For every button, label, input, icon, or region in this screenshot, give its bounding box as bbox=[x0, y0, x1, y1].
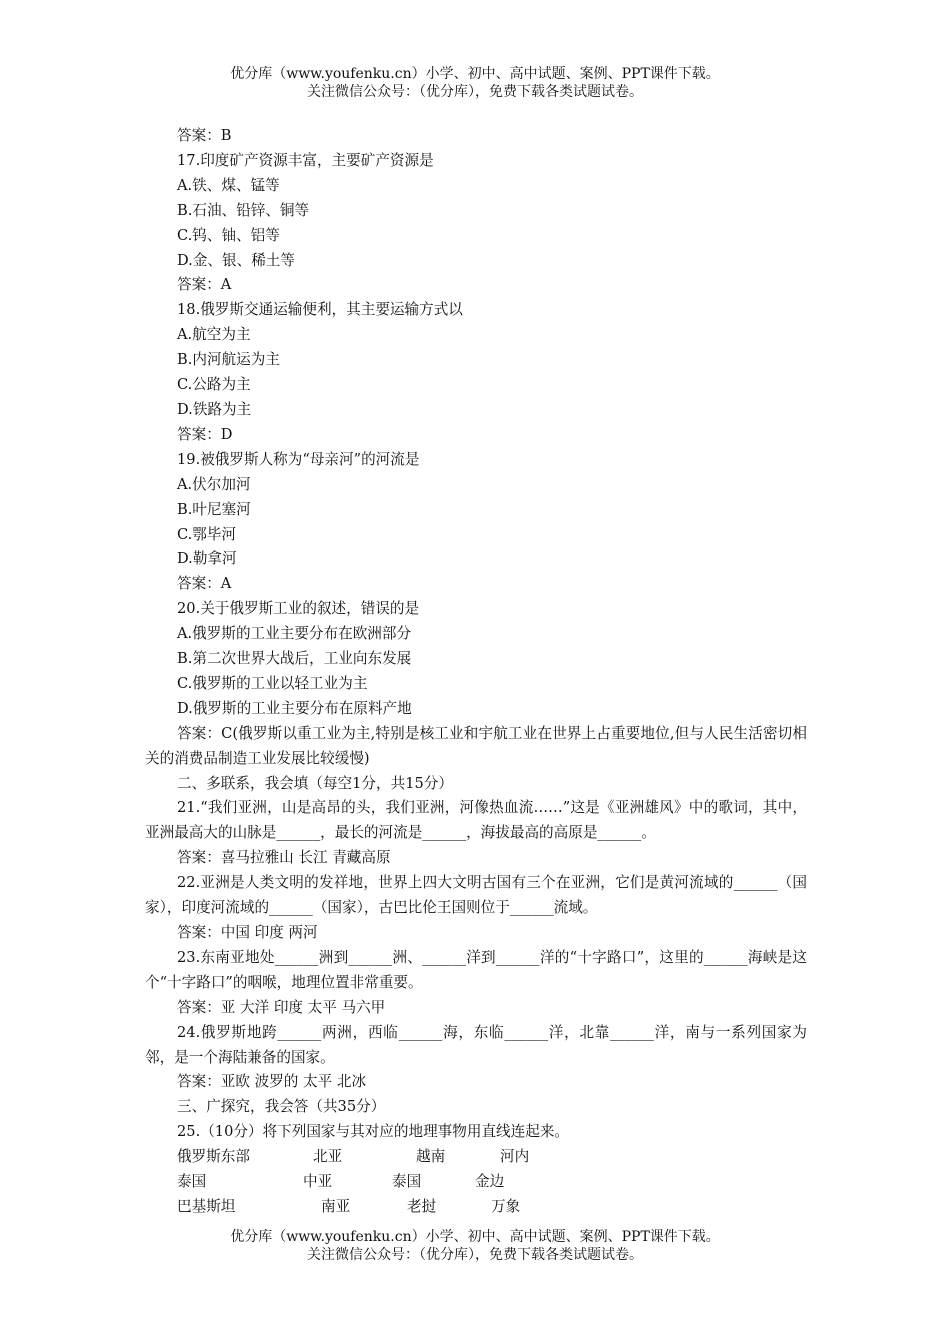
option-19b: B.叶尼塞河 bbox=[177, 500, 251, 518]
option-20c: C.俄罗斯的工业以轻工业为主 bbox=[177, 674, 368, 692]
question-23: 23.东南亚地处______洲到______洲、______洋到______洋的“十字路口”，这里的______海峡是这个“十字路口”的咽喉，地理位置非常重要。 bbox=[145, 948, 807, 991]
answer-19: 答案：A bbox=[177, 575, 232, 593]
answer-20: 答案：C(俄罗斯以重工业为主,特别是核工业和宇航工业在世界上占重要地位,但与人民生活密切相关的消费品制造工业发展比较缓慢) bbox=[145, 724, 807, 767]
option-20d: D.俄罗斯的工业主要分布在原料产地 bbox=[177, 699, 412, 717]
answer-18: 答案：D bbox=[177, 425, 233, 443]
matching-row bbox=[145, 1195, 807, 1220]
section-3-heading: 三、广探究，我会答（共35分） bbox=[177, 1098, 386, 1116]
answer-22: 答案：中国 印度 两河 bbox=[177, 924, 318, 941]
option-17c: C.钨、铀、铝等 bbox=[177, 226, 280, 244]
match-cell: 老挝 bbox=[407, 1197, 437, 1215]
question-19: 19.被俄罗斯人称为“母亲河”的河流是 bbox=[177, 450, 420, 468]
match-cell: 巴基斯坦 bbox=[177, 1197, 236, 1215]
question-25: 25.（10分）将下列国家与其对应的地理事物用直线连起来。 bbox=[177, 1123, 570, 1141]
matching-row bbox=[145, 1170, 807, 1195]
match-cell: 金边 bbox=[475, 1173, 505, 1191]
match-cell: 越南 bbox=[416, 1148, 446, 1166]
header-line-1: 优分库（www.youfenku.cn）小学、初中、高中试题、案例、PPT课件下载。 bbox=[230, 66, 720, 82]
document-body bbox=[145, 124, 807, 1220]
page-footer bbox=[0, 1228, 950, 1264]
match-cell: 北亚 bbox=[313, 1148, 343, 1166]
match-cell: 泰国 bbox=[177, 1173, 207, 1191]
question-17: 17.印度矿产资源丰富，主要矿产资源是 bbox=[177, 151, 434, 169]
answer-23: 答案：亚 大洋 印度 太平 马六甲 bbox=[177, 998, 386, 1016]
answer-17: 答案：A bbox=[177, 276, 232, 294]
option-18b: B.内河航运为主 bbox=[177, 351, 280, 369]
question-20: 20.关于俄罗斯工业的叙述，错误的是 bbox=[177, 600, 420, 618]
match-cell: 万象 bbox=[491, 1197, 521, 1215]
option-20b: B.第二次世界大战后，工业向东发展 bbox=[177, 650, 412, 668]
answer-24: 答案：亚欧 波罗的 太平 北冰 bbox=[177, 1073, 367, 1091]
match-cell: 中亚 bbox=[303, 1173, 333, 1191]
option-18d: D.铁路为主 bbox=[177, 400, 252, 418]
match-cell: 俄罗斯东部 bbox=[177, 1148, 250, 1166]
option-17a: A.铁、煤、锰等 bbox=[177, 176, 280, 194]
option-19d: D.勒拿河 bbox=[177, 550, 237, 568]
option-19a: A.伏尔加河 bbox=[177, 475, 251, 493]
match-cell: 泰国 bbox=[392, 1173, 422, 1191]
matching-row bbox=[145, 1145, 807, 1170]
footer-line-2: 关注微信公众号：（优分库），免费下载各类试题试卷。 bbox=[307, 1247, 643, 1263]
page-header bbox=[0, 65, 950, 101]
option-20a: A.俄罗斯的工业主要分布在欧洲部分 bbox=[177, 625, 412, 643]
question-21: 21.“我们亚洲，山是高昂的头，我们亚洲，河像热血流……”这是《亚洲雄风》中的歌词，其中，亚洲最高大的山脉是______，最长的河流是______，海拔最高的高原是______。 bbox=[145, 799, 807, 842]
question-18: 18.俄罗斯交通运输便利，其主要运输方式以 bbox=[177, 301, 463, 319]
option-17d: D.金、银、稀土等 bbox=[177, 251, 295, 269]
section-2-heading: 二、多联系，我会填（每空1分，共15分） bbox=[177, 774, 453, 792]
match-cell: 河内 bbox=[500, 1148, 530, 1166]
header-line-2: 关注微信公众号：（优分库），免费下载各类试题试卷。 bbox=[307, 84, 643, 100]
option-19c: C.鄂毕河 bbox=[177, 525, 237, 543]
option-17b: B.石油、铅锌、铜等 bbox=[177, 201, 310, 219]
question-22: 22.亚洲是人类文明的发祥地，世界上四大文明古国有三个在亚洲，它们是黄河流域的______（国家），印度河流域的______（国家），古巴比伦王国则位于______流域。 bbox=[145, 874, 807, 917]
match-cell: 南亚 bbox=[321, 1197, 351, 1215]
footer-line-1: 优分库（www.youfenku.cn）小学、初中、高中试题、案例、PPT课件下载。 bbox=[230, 1229, 720, 1245]
option-18a: A.航空为主 bbox=[177, 326, 251, 344]
option-18c: C.公路为主 bbox=[177, 376, 251, 394]
answer-16: 答案：B bbox=[177, 127, 232, 144]
question-24: 24.俄罗斯地跨______两洲，西临______海，东临______洋，北靠______洋，南与一系列国家为邻，是一个海陆兼备的国家。 bbox=[145, 1023, 807, 1066]
answer-21: 答案：喜马拉雅山 长江 青藏高原 bbox=[177, 849, 391, 867]
